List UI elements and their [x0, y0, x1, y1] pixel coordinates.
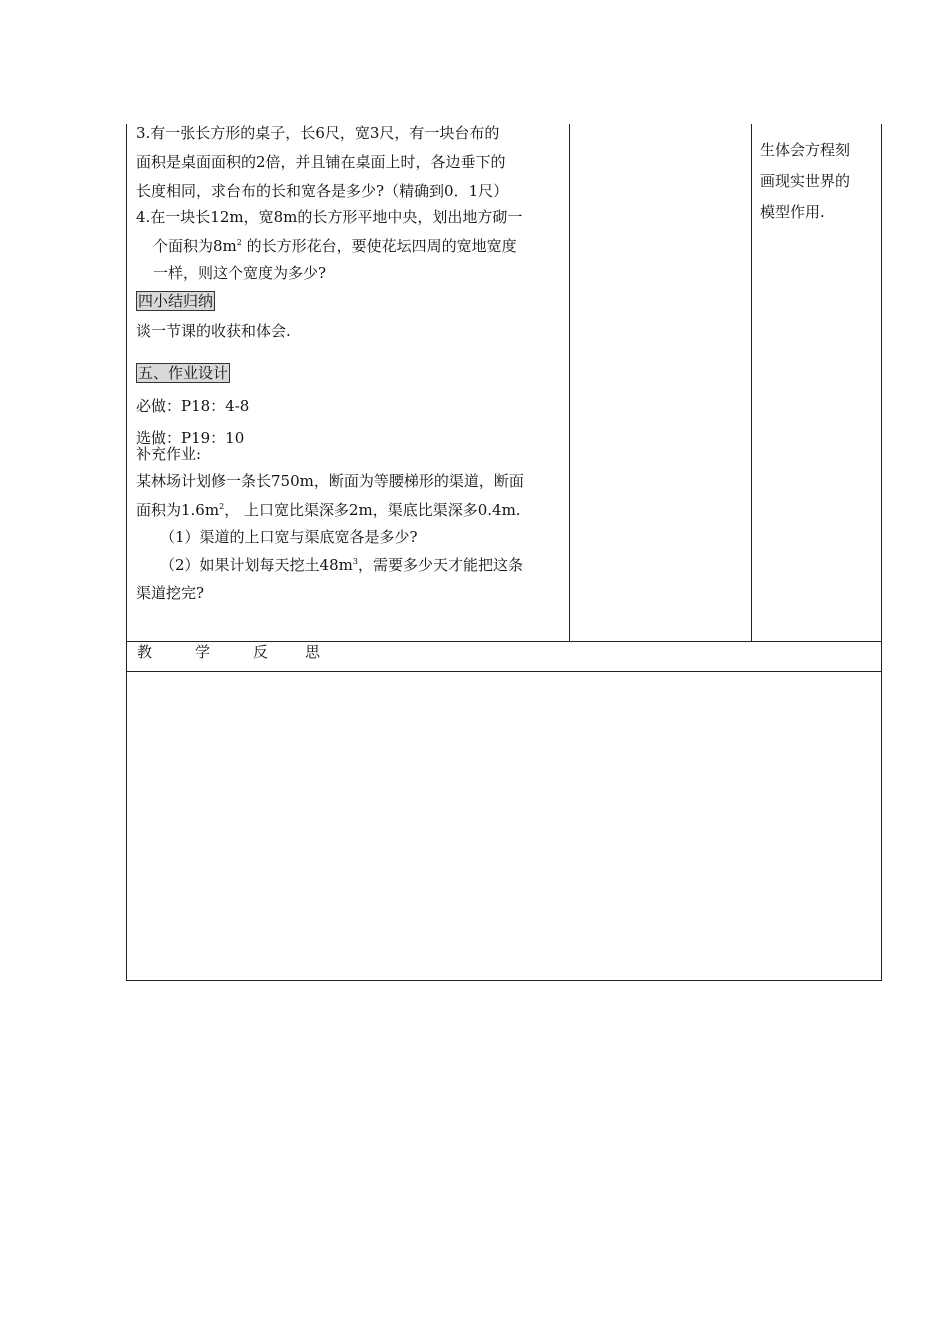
supplement-line2 — [136, 501, 521, 519]
row-divider-top — [126, 641, 882, 642]
reflection-char-2: 学 — [195, 643, 211, 661]
reflection-char-4: 思 — [305, 643, 321, 661]
supplement-question1: （1）渠道的上口宽与渠底宽各是多少? — [160, 528, 418, 546]
problem3-line3: 长度相同，求台布的长和宽各是多少?（精确到0．1尺） — [136, 182, 509, 200]
column-divider-1 — [569, 124, 570, 642]
reflection-char-3: 反 — [253, 643, 269, 661]
reflection-char-1: 教 — [137, 643, 153, 661]
right-column-line1: 生体会方程刻 — [760, 141, 851, 159]
section4-text: 谈一节课的收获和体会. — [136, 322, 291, 340]
homework-optional: 选做：P19：10 — [136, 429, 245, 447]
problem4-line2 — [153, 237, 517, 255]
homework-supplement-label: 补充作业: — [136, 445, 202, 463]
supplement-line2-superscript: 2 — [219, 502, 225, 511]
supplement-q2-superscript: 3 — [352, 557, 358, 566]
supplement-question2-line2: 渠道挖完? — [136, 584, 205, 602]
section4-heading-text: 四小结归纳 — [138, 292, 214, 310]
table-border-bottom — [126, 980, 882, 981]
problem4-line2-b: 的长方形花台，要使花坛四周的宽地宽度 — [241, 237, 517, 255]
supplement-line2-a: 面积为1.6m — [136, 501, 220, 519]
problem3-line2: 面积是桌面面积的2倍，并且铺在桌面上时，各边垂下的 — [136, 153, 506, 171]
column-divider-2 — [751, 124, 752, 642]
right-column-line2: 画现实世界的 — [760, 172, 851, 190]
right-column-line3: 模型作用. — [760, 203, 825, 221]
problem3-line1: 3.有一张长方形的桌子，长6尺，宽3尺，有一块台布的 — [136, 124, 500, 142]
supplement-question2 — [160, 556, 523, 574]
supplement-q2-a: （2）如果计划每天挖土48m — [160, 556, 353, 574]
homework-required: 必做：P18：4-8 — [136, 397, 250, 415]
section5-heading-text: 五、作业设计 — [138, 364, 229, 382]
supplement-line1: 某林场计划修一条长750m，断面为等腰梯形的渠道，断面 — [136, 472, 524, 490]
reflection-area — [127, 672, 881, 980]
table-border-right — [881, 124, 882, 981]
section5-heading — [136, 364, 230, 382]
supplement-q2-b: ，需要多少天才能把这条 — [357, 556, 523, 574]
problem4-line2-superscript: 2 — [236, 238, 242, 247]
supplement-line2-b: ， 上口宽比渠深多2m，渠底比渠深多0.4m. — [224, 501, 521, 519]
problem4-line3: 一样，则这个宽度为多少? — [153, 264, 327, 282]
section4-heading — [136, 292, 215, 310]
problem4-line1: 4.在一块长12m，宽8m的长方形平地中央，划出地方砌一 — [136, 208, 523, 226]
problem4-line2-a: 个面积为8m — [153, 237, 237, 255]
